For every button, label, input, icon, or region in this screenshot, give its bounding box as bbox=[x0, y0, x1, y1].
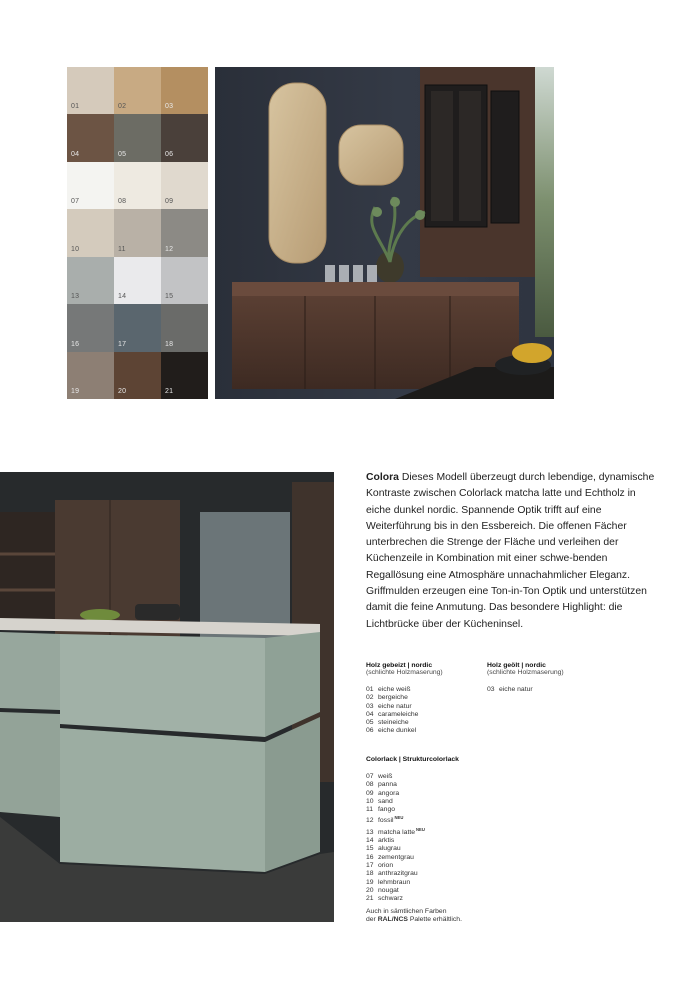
option-item bbox=[366, 727, 486, 735]
color-swatch bbox=[67, 257, 114, 304]
color-swatch bbox=[67, 162, 114, 209]
color-swatch-grid bbox=[67, 67, 208, 399]
option-number: 09 bbox=[366, 789, 374, 797]
option-name: arktis bbox=[378, 837, 395, 845]
option-item bbox=[366, 711, 486, 719]
option-item bbox=[366, 845, 526, 853]
swatch-number: 21 bbox=[165, 387, 174, 395]
color-swatch bbox=[67, 304, 114, 351]
swatch-number: 19 bbox=[71, 387, 80, 395]
option-item bbox=[366, 895, 526, 903]
option-name: fossil bbox=[378, 817, 394, 825]
option-name: panna bbox=[378, 781, 397, 789]
swatch-number: 05 bbox=[118, 150, 127, 158]
option-item bbox=[366, 773, 526, 781]
holz-gebeizt-list bbox=[366, 686, 486, 736]
option-number: 21 bbox=[366, 895, 374, 903]
swatch-number: 18 bbox=[165, 340, 174, 348]
color-swatch bbox=[114, 304, 161, 351]
option-name: fango bbox=[378, 806, 396, 814]
swatch-number: 08 bbox=[118, 198, 127, 206]
holz-geoelt-section bbox=[487, 662, 617, 694]
option-item bbox=[366, 781, 526, 789]
swatch-number: 04 bbox=[71, 150, 80, 158]
option-name: angora bbox=[378, 789, 400, 797]
model-description bbox=[366, 470, 656, 633]
swatch-number: 03 bbox=[165, 103, 174, 111]
option-number: 16 bbox=[366, 853, 374, 861]
sideboard-illustration bbox=[215, 67, 554, 399]
color-swatch bbox=[114, 67, 161, 114]
swatch-number: 14 bbox=[118, 293, 127, 301]
option-number: 17 bbox=[366, 861, 374, 869]
option-item bbox=[366, 887, 526, 895]
option-number: 20 bbox=[366, 886, 374, 894]
option-number: 03 bbox=[366, 702, 374, 710]
option-name: carameleiche bbox=[378, 710, 419, 718]
option-name: bergeiche bbox=[378, 694, 408, 702]
color-swatch bbox=[161, 352, 208, 399]
option-number: 13 bbox=[366, 828, 374, 836]
color-swatch bbox=[114, 352, 161, 399]
option-item bbox=[366, 854, 526, 862]
option-number: 08 bbox=[366, 781, 374, 789]
color-swatch bbox=[161, 67, 208, 114]
option-item bbox=[366, 879, 526, 887]
option-item bbox=[487, 686, 617, 694]
color-swatch bbox=[67, 352, 114, 399]
option-item bbox=[366, 814, 526, 825]
kitchen-illustration bbox=[0, 472, 334, 922]
model-name: Colora bbox=[366, 472, 399, 483]
swatch-number: 13 bbox=[71, 293, 80, 301]
swatch-number: 10 bbox=[71, 245, 80, 253]
section-title: Holz geölt | nordic bbox=[487, 662, 546, 669]
option-name: orion bbox=[378, 861, 394, 869]
option-item bbox=[366, 826, 526, 837]
option-name: steineiche bbox=[378, 719, 409, 727]
footnote-line1: Auch in sämtlichen Farben bbox=[366, 908, 447, 915]
option-name: eiche weiß bbox=[378, 686, 411, 693]
footnote-line2 bbox=[366, 916, 462, 924]
option-number: 15 bbox=[366, 845, 374, 853]
color-swatch bbox=[67, 209, 114, 256]
option-number: 06 bbox=[366, 727, 374, 735]
option-item bbox=[366, 870, 526, 878]
option-name: lehmbraun bbox=[378, 878, 411, 886]
sideboard-photo bbox=[215, 67, 554, 399]
kitchen-island-photo bbox=[0, 472, 334, 922]
option-item bbox=[366, 686, 486, 694]
color-swatch bbox=[161, 114, 208, 161]
swatch-number: 12 bbox=[165, 245, 174, 253]
swatch-number: 15 bbox=[165, 293, 174, 301]
colorlack-list bbox=[366, 773, 526, 903]
option-number: 02 bbox=[366, 694, 374, 702]
swatch-number: 16 bbox=[71, 340, 80, 348]
swatch-number: 07 bbox=[71, 198, 80, 206]
footnote-suffix: Palette erhältlich. bbox=[409, 916, 462, 924]
option-name: alugrau bbox=[378, 845, 401, 853]
section-title: Colorlack | Strukturcolorlack bbox=[366, 756, 459, 763]
color-swatch bbox=[161, 257, 208, 304]
color-swatch bbox=[114, 162, 161, 209]
swatch-number: 11 bbox=[118, 245, 126, 253]
swatch-number: 02 bbox=[118, 103, 127, 111]
option-item bbox=[366, 694, 486, 702]
description-text: Dieses Modell überzeugt durch lebendige, dynamische Kontraste zwischen Colorlack matcha latte und Echtholz in eiche dunkel nordic. Spannende Optik trifft auf eine Weiterführung bis in den Essbereich. Die offenen Fächer unterbrechen die Strenge der Fläche und verleihen der Küchenzeile in Kombination mit einer schwe-benden Regallösung eine Atmosphäre unnachahmlicher Eleganz. Griffmulden erzeugen eine Ton-in-Ton Optik und unterstützen damit die feine Anmutung. Das besondere Highlight: die Lichtbrücke über der Kücheninsel. bbox=[366, 472, 655, 630]
option-number: 14 bbox=[366, 837, 374, 845]
swatch-number: 01 bbox=[71, 103, 80, 111]
option-name: eiche natur bbox=[499, 686, 533, 693]
section-subtitle: (schlichte Holzmaserung) bbox=[366, 669, 443, 676]
swatch-number: 06 bbox=[165, 150, 174, 158]
holz-gebeizt-section bbox=[366, 662, 486, 736]
footnote-ral-ncs: RAL/NCS bbox=[377, 916, 408, 924]
option-item bbox=[366, 806, 526, 814]
option-item bbox=[366, 719, 486, 727]
option-number: 19 bbox=[366, 878, 374, 886]
option-name: anthrazitgrau bbox=[378, 870, 418, 878]
option-name: schwarz bbox=[378, 895, 403, 903]
option-number: 10 bbox=[366, 797, 374, 805]
color-swatch bbox=[114, 257, 161, 304]
option-number: 05 bbox=[366, 719, 374, 727]
color-swatch bbox=[67, 67, 114, 114]
option-number: 18 bbox=[366, 870, 374, 878]
swatch-number: 17 bbox=[118, 340, 127, 348]
holz-geoelt-list bbox=[487, 686, 617, 694]
footnote bbox=[366, 908, 462, 925]
option-number: 01 bbox=[366, 686, 374, 693]
option-name: zementgrau bbox=[378, 853, 414, 861]
new-badge: NEU bbox=[394, 815, 404, 821]
option-number: 11 bbox=[366, 806, 374, 814]
option-item bbox=[366, 790, 526, 798]
color-swatch bbox=[161, 304, 208, 351]
option-name: nougat bbox=[378, 886, 399, 894]
color-swatch bbox=[114, 114, 161, 161]
swatch-number: 20 bbox=[118, 387, 127, 395]
new-badge: NEU bbox=[416, 826, 425, 832]
option-number: 03 bbox=[487, 686, 495, 693]
swatch-number: 09 bbox=[165, 198, 174, 206]
footnote-prefix: der bbox=[366, 916, 376, 924]
option-name: matcha latte bbox=[378, 828, 416, 836]
color-swatch bbox=[161, 162, 208, 209]
option-name: eiche natur bbox=[378, 702, 412, 710]
option-number: 12 bbox=[366, 817, 374, 825]
option-name: weiß bbox=[378, 773, 393, 780]
option-number: 07 bbox=[366, 773, 374, 780]
option-item bbox=[366, 837, 526, 845]
section-subtitle: (schlichte Holzmaserung) bbox=[487, 669, 564, 676]
option-name: sand bbox=[378, 797, 393, 805]
option-item bbox=[366, 798, 526, 806]
color-swatch bbox=[114, 209, 161, 256]
option-number: 04 bbox=[366, 710, 374, 718]
section-title: Holz gebeizt | nordic bbox=[366, 662, 433, 669]
option-item bbox=[366, 703, 486, 711]
option-name: eiche dunkel bbox=[378, 727, 417, 735]
color-swatch bbox=[161, 209, 208, 256]
colorlack-section bbox=[366, 756, 526, 903]
color-swatch bbox=[67, 114, 114, 161]
option-item bbox=[366, 862, 526, 870]
